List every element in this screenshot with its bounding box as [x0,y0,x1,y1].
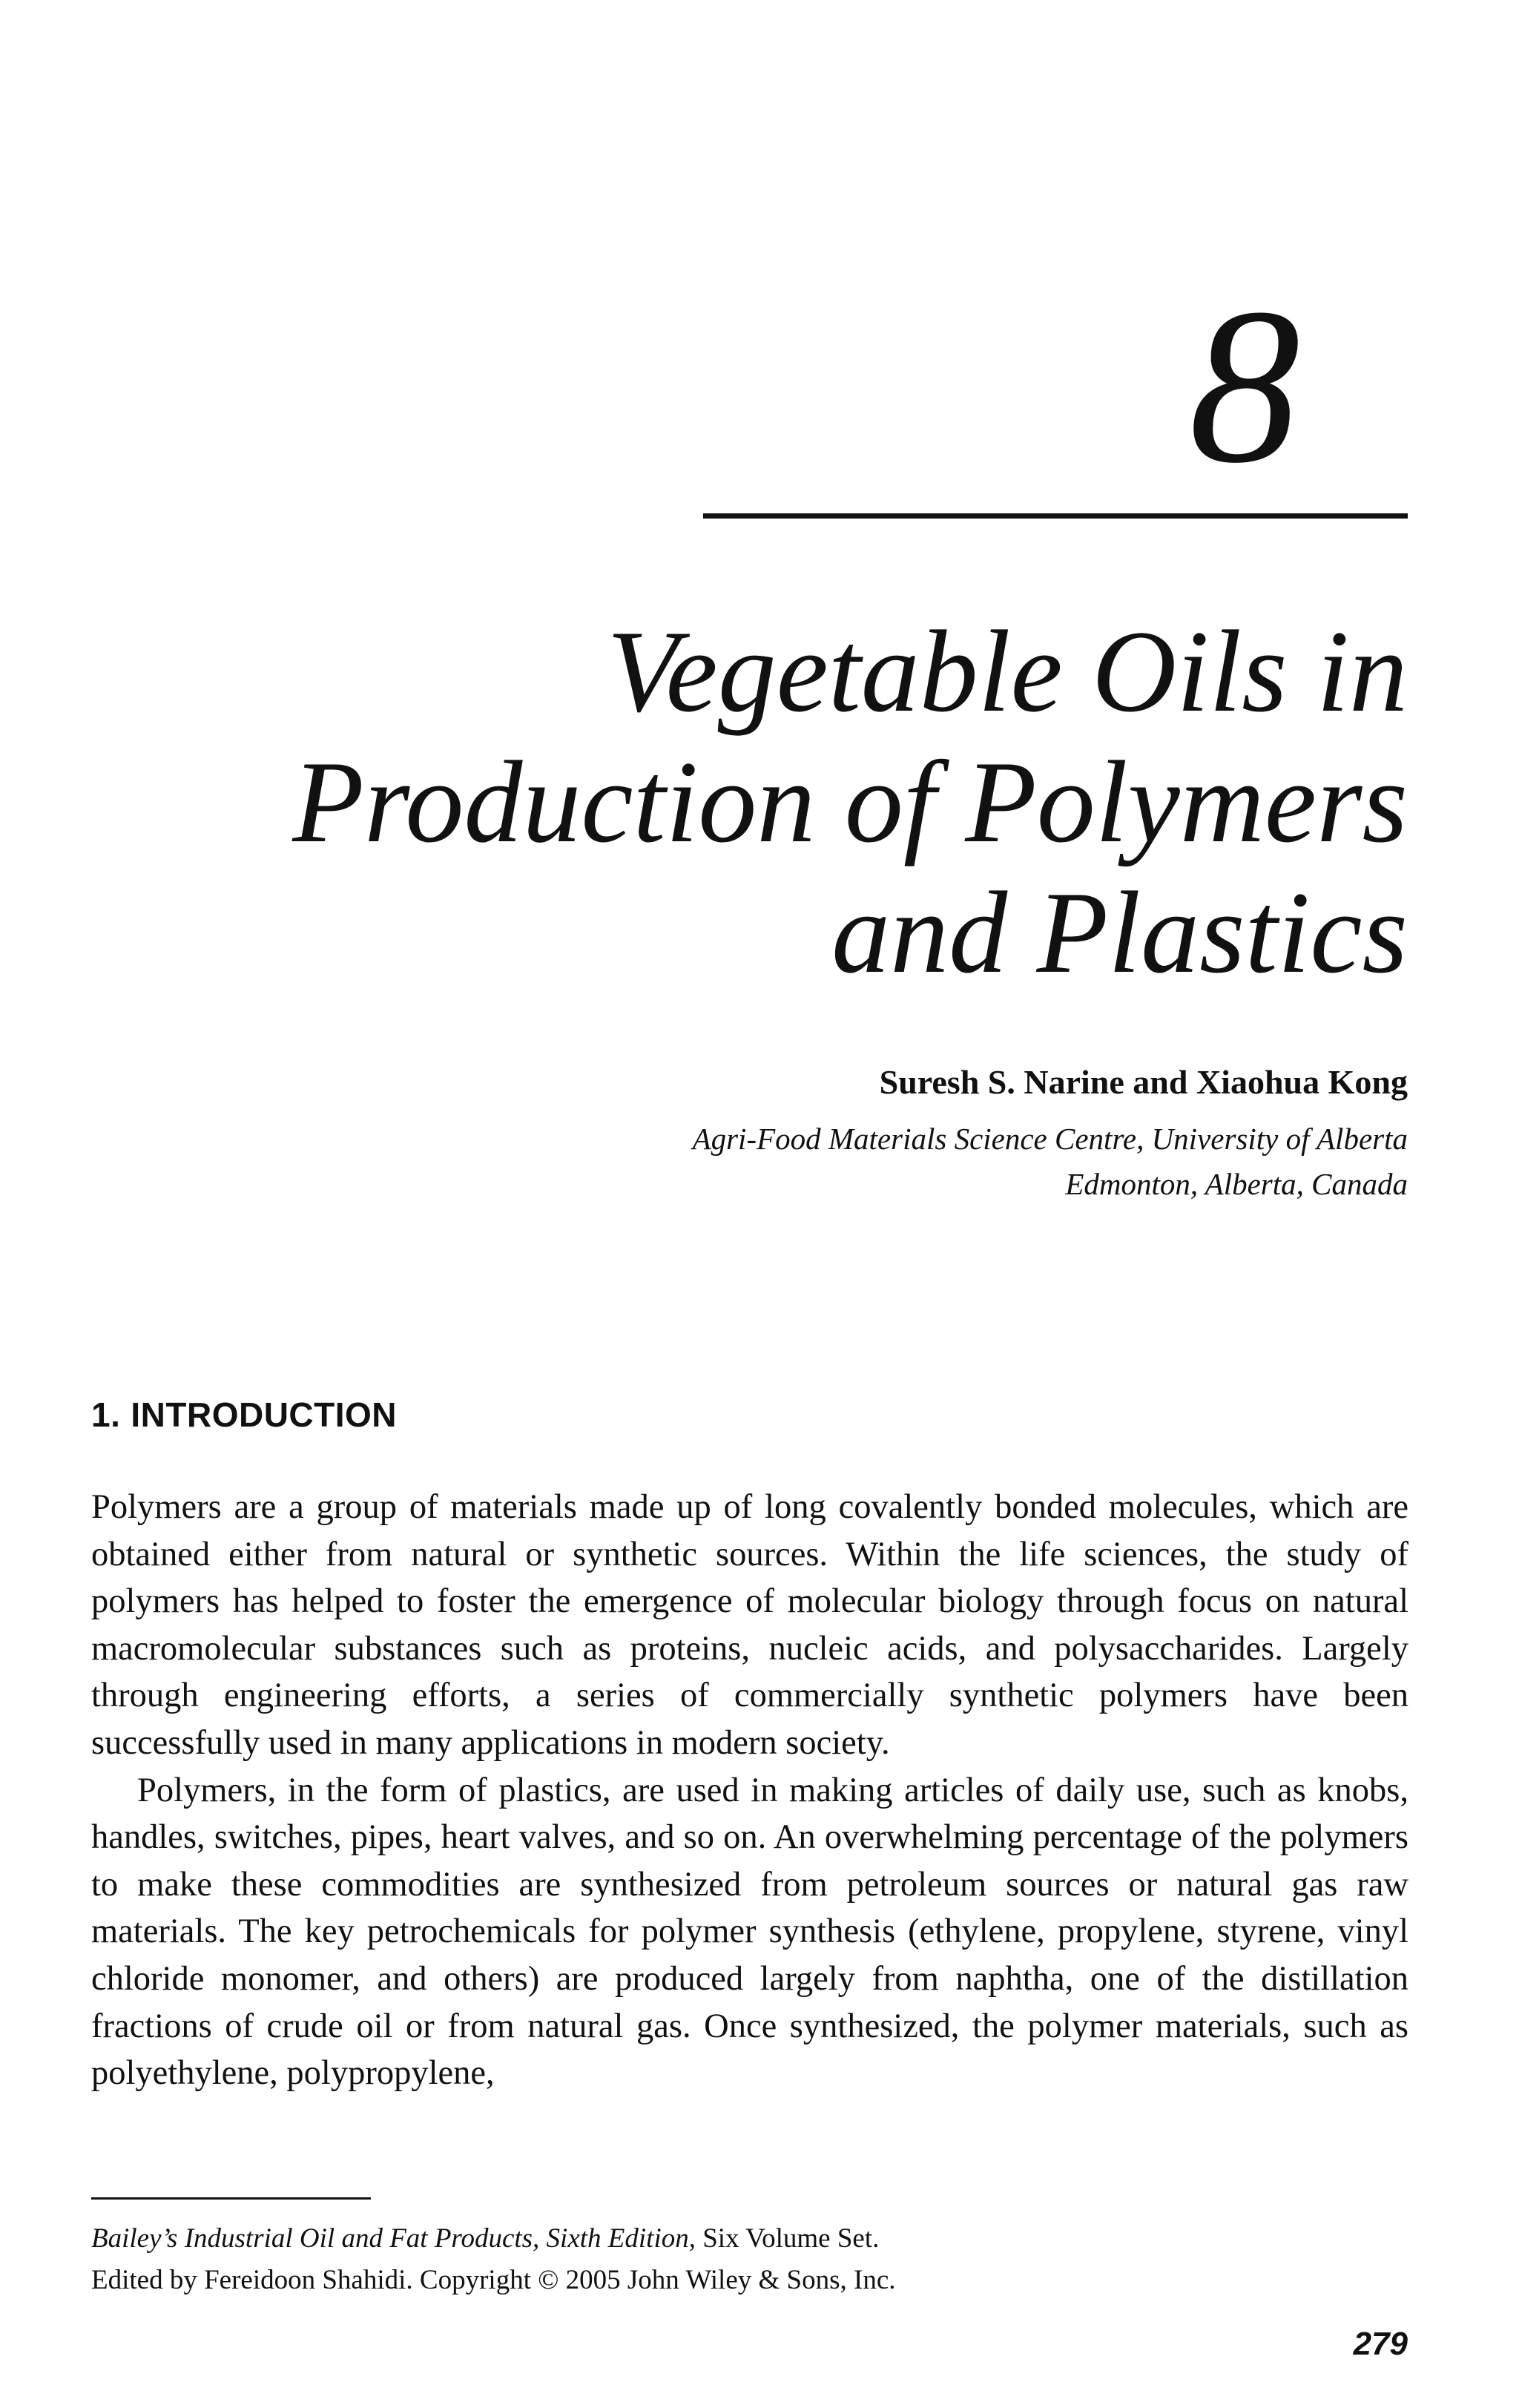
chapter-title-line: Production of Polymers [292,737,1408,867]
section-heading [91,1395,397,1435]
affiliation-line: Edmonton, Alberta, Canada [1065,1167,1408,1201]
section-number: 1. [91,1395,121,1434]
affiliation [693,1116,1408,1207]
footnote-text: Six Volume Set. [695,2223,880,2254]
book-title: Bailey’s Industrial Oil and Fat Products, Sixth Edition, [91,2223,696,2254]
affiliation-line: Agri-Food Materials Science Centre, University of Alberta [692,1122,1408,1156]
paragraph: Polymers are a group of materials made up of long covalently bonded molecules, which are obtained either from natural or synthetic sources. Within the life sciences, the study of polymers has helped to foster the emergence of molecular biology through focus on natural macromolecular substances such as proteins, nucleic acids, and polysaccharides. Largely through engineering efforts, a series of commercially synthetic polymers have been successfully used in many applications in modern society. [91,1488,1408,1762]
footnote-line: Edited by Fereidoon Shahidi. Copyright © 2005 John Wiley & Sons, Inc. [91,2265,896,2295]
chapter-number: 8 [1189,263,1300,509]
chapter-title-line: Vegetable Oils in [607,607,1408,737]
section-title: INTRODUCTION [131,1395,398,1434]
authors: Suresh S. Narine and Xiaohua Kong [879,1063,1408,1101]
chapter-divider [703,513,1408,519]
footnote-line [91,2218,896,2260]
body-text [91,1484,1408,2097]
chapter-title [292,607,1408,999]
footnote [91,2218,896,2301]
paragraph: Polymers, in the form of plastics, are used in making articles of daily use, such as knobs, handles, switches, pipes, heart valves, and so on. An overwhelming percentage of the polymers to make these commodities are synthesized from petroleum sources or natural gas raw materials. The key petrochemicals for polymer synthesis (ethylene, propylene, styrene, vinyl chloride monomer, and others) are produced largely from naphtha, one of the distillation fractions of crude oil or from natural gas. Once synthesized, the polymer materials, such as polyethylene, polypropylene, [91,1771,1408,2093]
footnote-divider [91,2197,371,2200]
chapter-title-line: and Plastics [831,868,1408,998]
page-number: 279 [1353,2326,1408,2362]
